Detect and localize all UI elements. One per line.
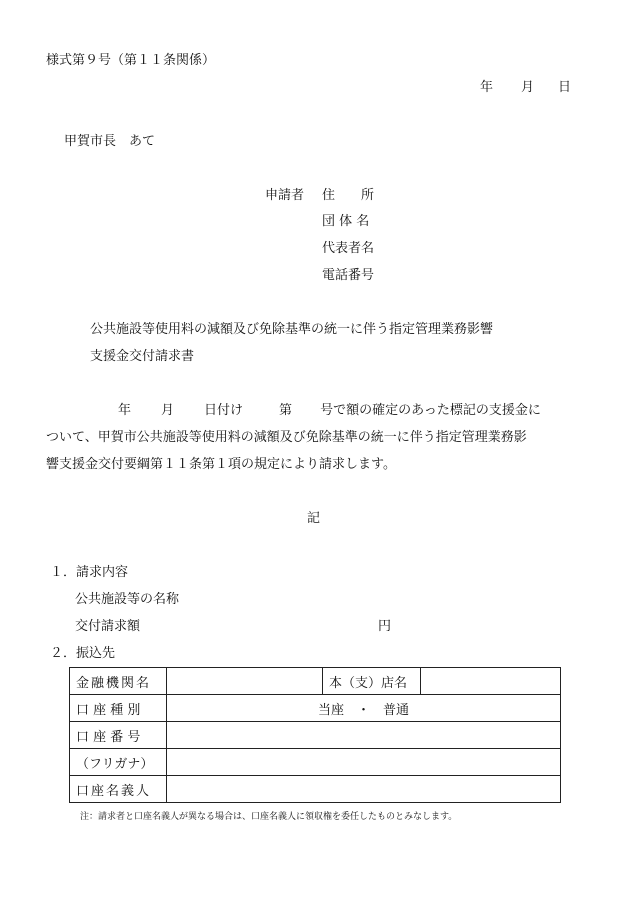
date-day: 日 [558,80,572,95]
applicant-address-row [265,189,374,202]
account-holder-label: 口座名義人 [70,776,167,803]
addressee: 甲賀市長 あて [64,134,156,149]
account-number-field[interactable] [167,722,561,749]
account-holder-field[interactable] [167,776,561,803]
account-type-options[interactable]: 当座 ・ 普通 [167,695,561,722]
furigana-label: （フリガナ） [70,749,167,776]
table-row [70,749,561,776]
body-dated: 日付け [204,403,244,418]
body-line1-rest: 号で額の確定のあった標記の支援金に [320,403,541,418]
table-row [70,722,561,749]
applicant-organization-row [265,215,369,228]
date-month: 月 [521,80,535,95]
branch-name-field[interactable] [421,668,561,695]
branch-name-label: 本（支）店名 [323,668,421,695]
account-number-label: 口 座 番 号 [70,722,167,749]
date-year: 年 [480,80,494,95]
body-number-prefix: 第 [279,403,293,418]
yen-unit: 円 [378,619,392,634]
footnote: 注：請求者と口座名義人が異なる場合は、口座名義人に領収権を委任したものとみなします。 [80,812,458,822]
ki-heading: 記 [307,511,321,526]
section1-heading: １．請求内容 [50,565,129,580]
body-line2: ついて、甲賀市公共施設等使用料の減額及び免除基準の統一に伴う指定管理業務影 [46,430,527,445]
form-number: 様式第９号（第１１条関係） [46,53,216,68]
account-type-label: 口 座 種 別 [70,695,167,722]
amount-label: 交付請求額 [75,619,141,634]
applicant-representative-row [265,242,374,255]
bank-name-label: 金融機関名 [70,668,167,695]
bank-account-table [69,667,561,803]
date-line [480,81,571,94]
table-row [70,776,561,803]
applicant-phone-row [265,269,374,282]
organization-label: 団 体 名 [322,214,370,229]
document-title-line2: 支援金交付請求書 [90,349,195,364]
facility-name-label: 公共施設等の名称 [75,592,180,607]
furigana-field[interactable] [167,749,561,776]
bank-name-field[interactable] [167,668,323,695]
representative-label: 代表者名 [322,241,375,256]
table-row [70,695,561,722]
body-line3: 響支援金交付要綱第１１条第１項の規定により請求します。 [46,457,396,472]
section2-heading: ２．振込先 [50,646,116,661]
body-year: 年 [118,403,132,418]
phone-label: 電話番号 [322,268,375,283]
applicant-label: 申請者 [265,188,305,203]
document-title-line1: 公共施設等使用料の減額及び免除基準の統一に伴う指定管理業務影響 [90,322,494,337]
table-row [70,668,561,695]
address-label: 住 所 [322,188,375,203]
body-line1 [118,404,541,417]
body-month: 月 [161,403,175,418]
